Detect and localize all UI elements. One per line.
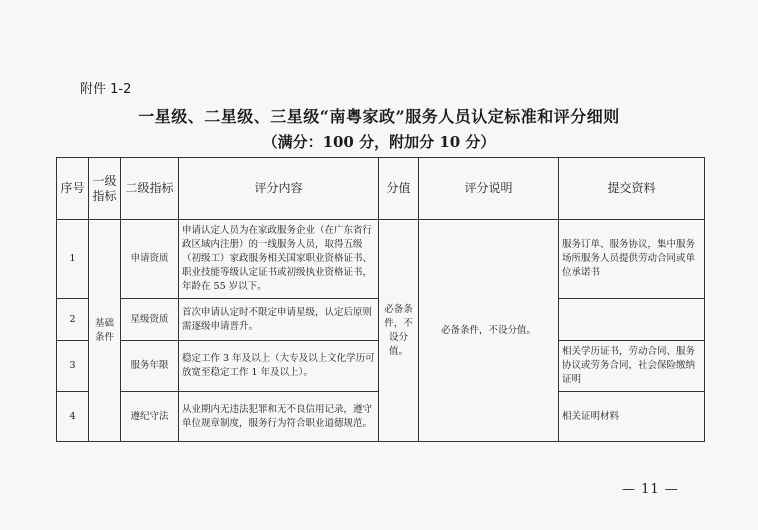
row-materials: 服务订单、服务协议，集中服务场所服务人员提供劳动合同或单位承诺书	[559, 220, 705, 299]
row-content: 申请认定人员为在家政服务企业（在广东省行政区域内注册）的一线服务人员，取得五级（初级工）家政服务相关国家职业资格证书、职业技能等级认定证书或初级执业资格证书，年龄在 55 岁以下。	[179, 220, 379, 299]
row-content: 从业期内无违法犯罪和无不良信用记录，遵守单位规章制度，服务行为符合职业道德规范。	[179, 392, 379, 442]
explanation-cell: 必备条件，不设分值。	[419, 220, 559, 442]
row-content: 稳定工作 3 年及以上（大专及以上文化学历可放宽至稳定工作 1 年及以上）。	[179, 341, 379, 392]
row-level2: 星级资质	[121, 299, 179, 341]
row-level2: 服务年限	[121, 341, 179, 392]
score-cell: 必备条件，不设分值。	[379, 220, 419, 442]
header-content: 评分内容	[179, 158, 379, 220]
criteria-table	[56, 157, 705, 442]
header-level2: 二级指标	[121, 158, 179, 220]
row-materials	[559, 299, 705, 341]
row-seq: 3	[57, 341, 89, 392]
document-title: 一星级、二星级、三星级“南粤家政”服务人员认定标准和评分细则	[138, 107, 620, 126]
level1-cell: 基础条件	[89, 220, 121, 442]
row-materials: 相关证明材料	[559, 392, 705, 442]
header-level1: 一级指标	[89, 158, 121, 220]
row-level2: 申请资质	[121, 220, 179, 299]
row-level2: 遵纪守法	[121, 392, 179, 442]
header-explanation: 评分说明	[419, 158, 559, 220]
table-row	[57, 220, 705, 299]
row-seq: 1	[57, 220, 89, 299]
row-seq: 2	[57, 299, 89, 341]
row-seq: 4	[57, 392, 89, 442]
header-score: 分值	[379, 158, 419, 220]
page-number: — 11 —	[622, 482, 679, 497]
header-seq: 序号	[57, 158, 89, 220]
row-materials: 相关学历证书，劳动合同、服务协议或劳务合同，社会保险缴纳证明	[559, 341, 705, 392]
attachment-label: 附件 1-2	[80, 82, 132, 97]
row-content: 首次申请认定时不限定申请星级，认定后原则需逐级申请晋升。	[179, 299, 379, 341]
document-subtitle: （满分：100 分，附加分 10 分）	[262, 133, 496, 151]
header-materials: 提交资料	[559, 158, 705, 220]
table-header-row	[57, 158, 705, 220]
